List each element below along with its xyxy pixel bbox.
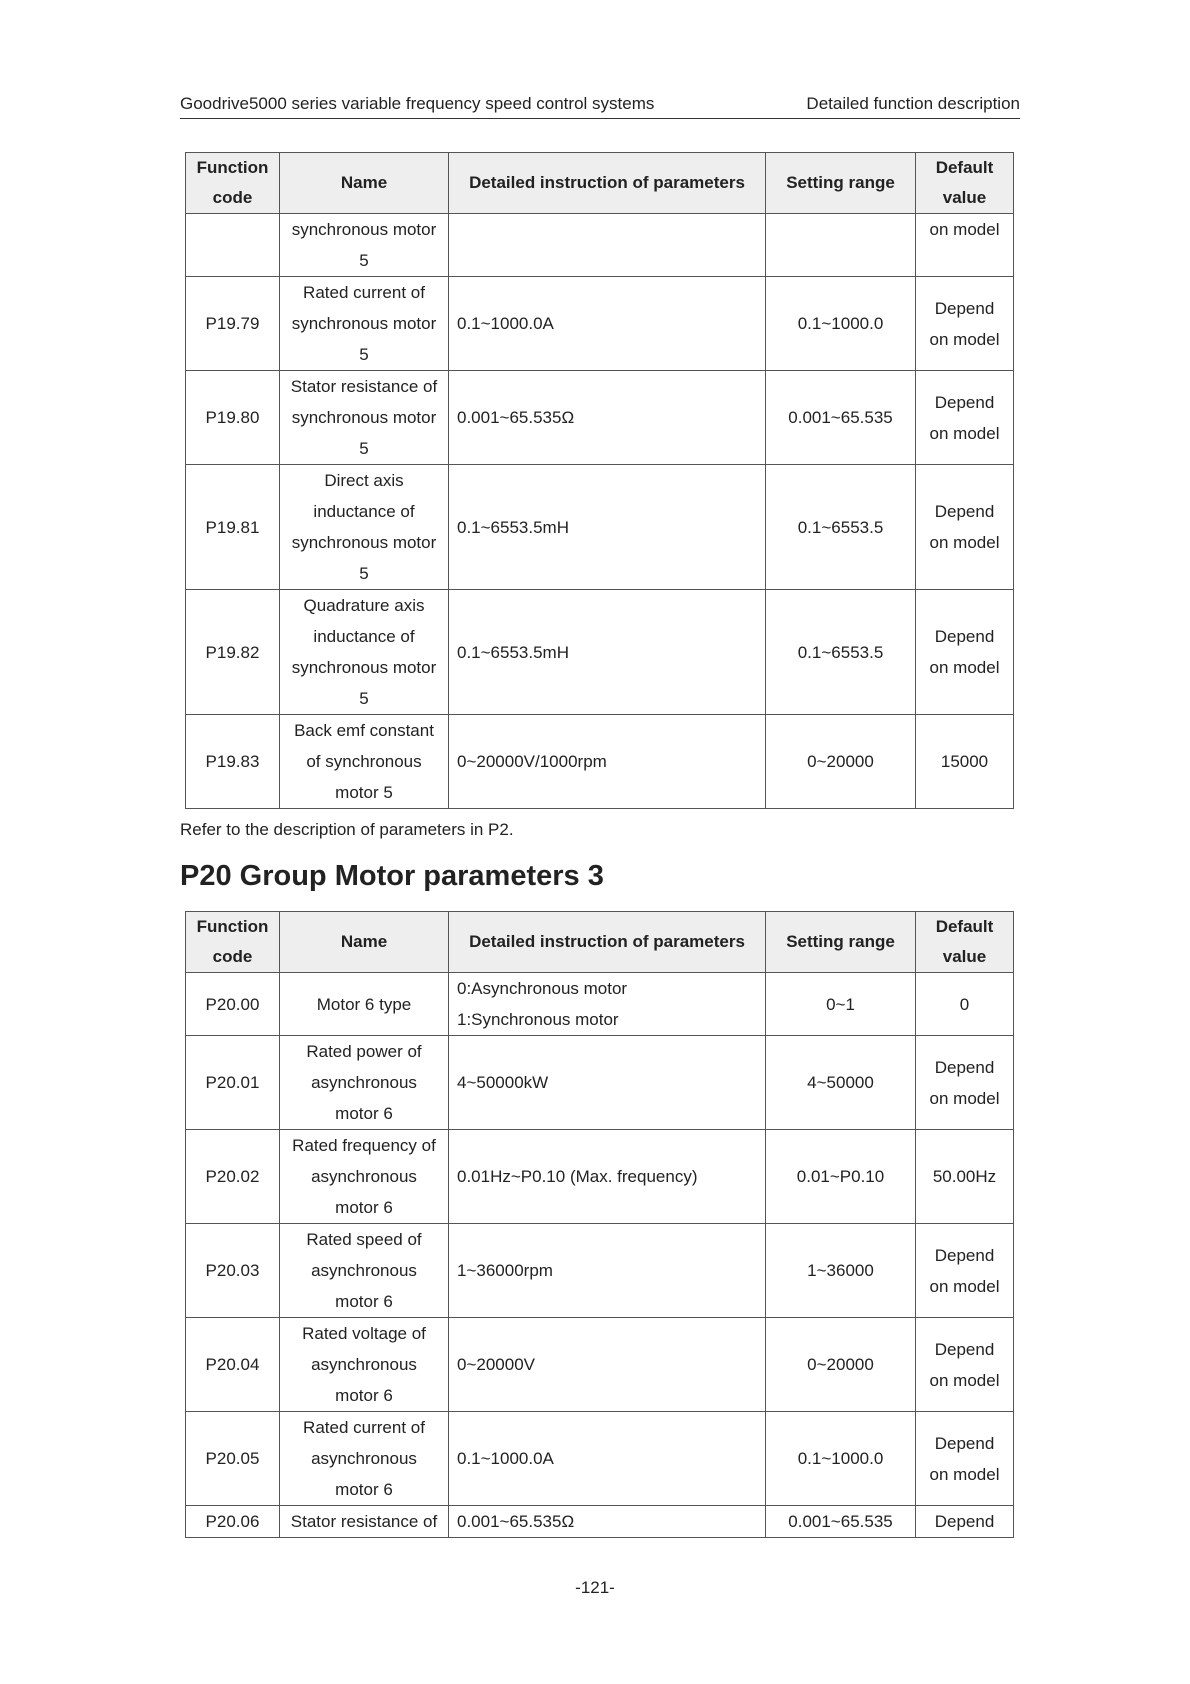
cell-default: Depend on model — [916, 1412, 1014, 1506]
cell-detail: 0~20000V/1000rpm — [449, 715, 766, 809]
cell-code — [186, 214, 280, 277]
table-header-row — [186, 153, 1014, 214]
cell-detail: 0.1~1000.0A — [449, 277, 766, 371]
cell-code: P19.79 — [186, 277, 280, 371]
cell-name: Rated frequency of asynchronous motor 6 — [280, 1130, 449, 1224]
cell-detail: 0.001~65.535Ω — [449, 1506, 766, 1538]
reference-note: Refer to the description of parameters in P2. — [180, 820, 514, 839]
cell-detail: 0.1~6553.5mH — [449, 465, 766, 590]
cell-name: Back emf constant of synchronous motor 5 — [280, 715, 449, 809]
header-setting-range: Setting range — [766, 912, 916, 973]
cell-name: Rated current of asynchronous motor 6 — [280, 1412, 449, 1506]
table-row — [186, 371, 1014, 465]
cell-default: Depend on model — [916, 1036, 1014, 1130]
cell-detail: 0:Asynchronous motor 1:Synchronous motor — [449, 973, 766, 1036]
cell-detail — [449, 214, 766, 277]
cell-detail: 0.01Hz~P0.10 (Max. frequency) — [449, 1130, 766, 1224]
cell-range: 0.01~P0.10 — [766, 1130, 916, 1224]
header-default-value: Default value — [916, 153, 1014, 214]
cell-default: Depend — [916, 1506, 1014, 1538]
cell-detail: 0.1~6553.5mH — [449, 590, 766, 715]
cell-range: 1~36000 — [766, 1224, 916, 1318]
cell-name: Rated speed of asynchronous motor 6 — [280, 1224, 449, 1318]
cell-range: 0.001~65.535 — [766, 371, 916, 465]
cell-default: Depend on model — [916, 590, 1014, 715]
cell-name: Direct axis inductance of synchronous motor 5 — [280, 465, 449, 590]
table-row — [186, 277, 1014, 371]
cell-range: 4~50000 — [766, 1036, 916, 1130]
cell-code: P20.04 — [186, 1318, 280, 1412]
cell-name: Rated voltage of asynchronous motor 6 — [280, 1318, 449, 1412]
table-row — [186, 1412, 1014, 1506]
cell-range: 0.1~1000.0 — [766, 277, 916, 371]
header-section: Detailed function description — [806, 94, 1020, 113]
cell-default: on model — [916, 214, 1014, 277]
table-row — [186, 465, 1014, 590]
cell-code: P20.02 — [186, 1130, 280, 1224]
cell-default: Depend on model — [916, 1318, 1014, 1412]
table-row-continued — [186, 214, 1014, 277]
cell-detail: 0.1~1000.0A — [449, 1412, 766, 1506]
cell-default: 15000 — [916, 715, 1014, 809]
cell-code: P19.81 — [186, 465, 280, 590]
cell-detail: 0~20000V — [449, 1318, 766, 1412]
cell-range: 0.1~1000.0 — [766, 1412, 916, 1506]
header-setting-range: Setting range — [766, 153, 916, 214]
cell-range: 0.001~65.535 — [766, 1506, 916, 1538]
cell-default: Depend on model — [916, 1224, 1014, 1318]
cell-detail: 0.001~65.535Ω — [449, 371, 766, 465]
cell-name: Motor 6 type — [280, 973, 449, 1036]
cell-default: 0 — [916, 973, 1014, 1036]
header-function-code: Function code — [186, 153, 280, 214]
header-detail: Detailed instruction of parameters — [449, 912, 766, 973]
cell-code: P20.01 — [186, 1036, 280, 1130]
section-title: P20 Group Motor parameters 3 — [180, 860, 604, 892]
header-title: Goodrive5000 series variable frequency speed control systems — [180, 94, 655, 113]
header-default-value: Default value — [916, 912, 1014, 973]
cell-code: P19.82 — [186, 590, 280, 715]
cell-name: Stator resistance of synchronous motor 5 — [280, 371, 449, 465]
page-header — [180, 92, 1020, 119]
header-function-code: Function code — [186, 912, 280, 973]
cell-default: 50.00Hz — [916, 1130, 1014, 1224]
cell-detail: 4~50000kW — [449, 1036, 766, 1130]
cell-code: P19.83 — [186, 715, 280, 809]
table-header-row — [186, 912, 1014, 973]
header-name: Name — [280, 153, 449, 214]
cell-range: 0~1 — [766, 973, 916, 1036]
cell-code: P20.06 — [186, 1506, 280, 1538]
cell-name: Rated current of synchronous motor 5 — [280, 277, 449, 371]
page-number: -121- — [575, 1578, 615, 1597]
table-row — [186, 1130, 1014, 1224]
table-row — [186, 1224, 1014, 1318]
cell-name: Rated power of asynchronous motor 6 — [280, 1036, 449, 1130]
table-row — [186, 590, 1014, 715]
cell-default: Depend on model — [916, 371, 1014, 465]
parameter-table-p19 — [185, 152, 1014, 809]
cell-range: 0~20000 — [766, 1318, 916, 1412]
cell-code: P20.05 — [186, 1412, 280, 1506]
cell-range — [766, 214, 916, 277]
parameter-table-p20 — [185, 911, 1014, 1538]
table-row — [186, 1506, 1014, 1538]
cell-name: Quadrature axis inductance of synchronous motor 5 — [280, 590, 449, 715]
cell-range: 0.1~6553.5 — [766, 590, 916, 715]
table-row — [186, 1318, 1014, 1412]
cell-code: P20.03 — [186, 1224, 280, 1318]
cell-code: P19.80 — [186, 371, 280, 465]
header-name: Name — [280, 912, 449, 973]
table-row — [186, 973, 1014, 1036]
table-row — [186, 1036, 1014, 1130]
cell-range: 0~20000 — [766, 715, 916, 809]
header-detail: Detailed instruction of parameters — [449, 153, 766, 214]
cell-name: synchronous motor 5 — [280, 214, 449, 277]
cell-range: 0.1~6553.5 — [766, 465, 916, 590]
cell-code: P20.00 — [186, 973, 280, 1036]
cell-name: Stator resistance of — [280, 1506, 449, 1538]
table-row — [186, 715, 1014, 809]
cell-detail: 1~36000rpm — [449, 1224, 766, 1318]
cell-default: Depend on model — [916, 277, 1014, 371]
cell-default: Depend on model — [916, 465, 1014, 590]
